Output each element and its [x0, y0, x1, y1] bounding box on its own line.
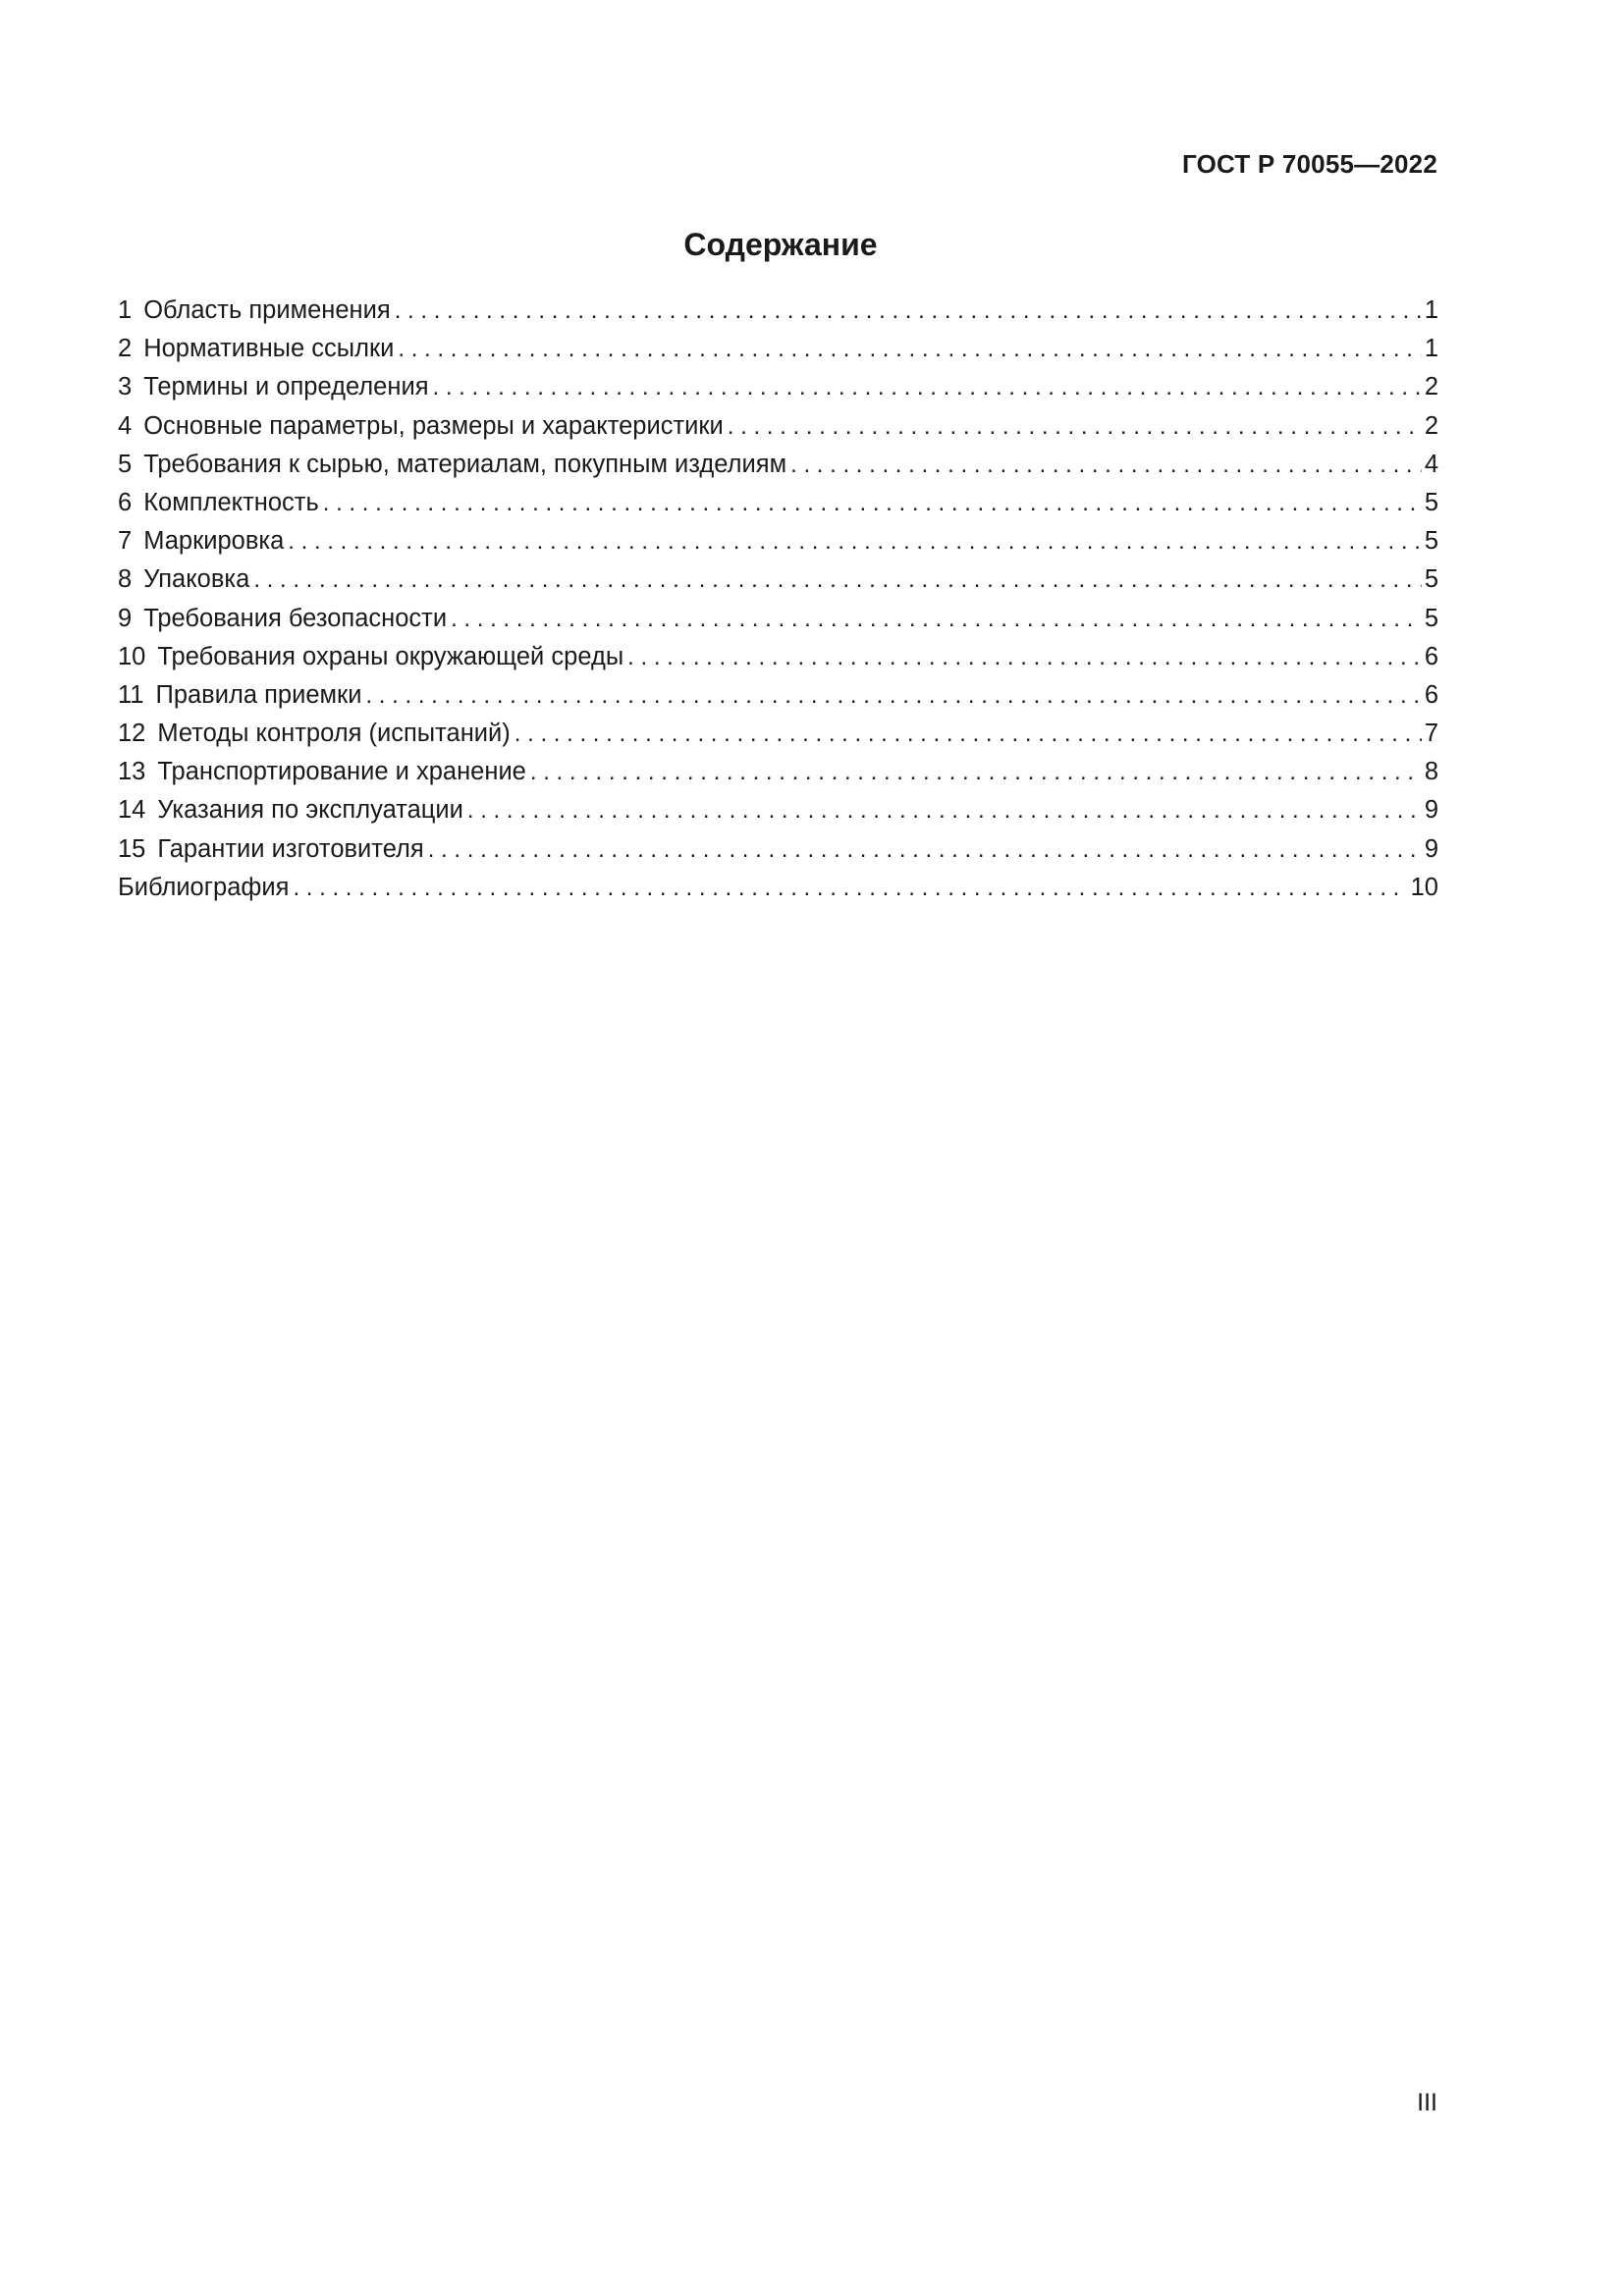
page-title: Содержание	[683, 227, 878, 262]
toc-entry-label	[118, 330, 398, 368]
toc-entry-page: 5	[1424, 488, 1438, 516]
dot-leader	[514, 715, 1422, 753]
toc-entry-test-methods[interactable]	[118, 715, 1438, 753]
toc-entry-label	[118, 600, 451, 638]
table-of-contents	[118, 292, 1438, 907]
toc-entry-terms[interactable]	[118, 368, 1438, 406]
toc-entry-title: Основные параметры, размеры и характеристики	[143, 411, 724, 440]
toc-entry-page: 2	[1424, 411, 1438, 440]
dot-leader	[451, 600, 1422, 638]
toc-entry-number: 5	[118, 450, 133, 478]
toc-entry-label	[118, 407, 728, 446]
toc-entry-title: Библиография	[118, 873, 290, 901]
toc-entry-transport[interactable]	[118, 753, 1438, 791]
toc-entry-title: Комплектность	[143, 488, 319, 516]
toc-entry-number: 7	[118, 527, 133, 556]
toc-entry-number: 12	[118, 720, 146, 748]
toc-entry-materials[interactable]	[118, 446, 1438, 484]
dot-leader	[790, 446, 1422, 484]
toc-entry-title: Требования к сырью, материалам, покупным изделиям	[143, 450, 787, 478]
toc-entry-label	[118, 561, 253, 599]
toc-entry-page: 5	[1424, 604, 1438, 632]
toc-entry-title: Требования безопасности	[143, 604, 448, 632]
toc-entry-title: Методы контроля (испытаний)	[157, 720, 511, 748]
dot-leader	[395, 292, 1422, 330]
toc-entry-page: 9	[1424, 834, 1438, 863]
toc-entry-title: Нормативные ссылки	[143, 335, 395, 363]
toc-entry-title: Гарантии изготовителя	[157, 834, 424, 863]
dot-leader	[323, 484, 1422, 522]
toc-entry-title: Маркировка	[143, 527, 285, 556]
toc-entry-warranty[interactable]	[118, 830, 1438, 869]
toc-entry-title: Термины и определения	[143, 373, 429, 401]
toc-entry-label	[118, 446, 790, 484]
dot-leader	[728, 407, 1422, 446]
toc-entry-acceptance[interactable]	[118, 676, 1438, 715]
toc-entry-number: 11	[118, 680, 144, 709]
toc-entry-page: 7	[1424, 720, 1438, 748]
toc-entry-title: Транспортирование и хранение	[157, 758, 526, 786]
toc-entry-label	[118, 638, 627, 676]
dot-leader	[398, 330, 1421, 368]
toc-entry-label	[118, 292, 395, 330]
toc-entry-scope[interactable]	[118, 292, 1438, 330]
toc-entry-operation[interactable]	[118, 791, 1438, 829]
toc-entry-label	[118, 791, 467, 829]
toc-entry-title: Область применения	[143, 296, 391, 324]
dot-leader	[365, 676, 1421, 715]
toc-entry-label	[118, 676, 365, 715]
toc-entry-page: 5	[1424, 527, 1438, 556]
toc-entry-number: 4	[118, 411, 133, 440]
toc-entry-page: 10	[1410, 873, 1438, 901]
dot-leader	[288, 522, 1422, 561]
toc-entry-page: 5	[1424, 565, 1438, 594]
toc-entry-title: Требования охраны окружающей среды	[157, 642, 624, 670]
toc-entry-page: 4	[1424, 450, 1438, 478]
toc-entry-label	[118, 522, 288, 561]
toc-entry-normative-references[interactable]	[118, 330, 1438, 368]
dot-leader	[467, 791, 1422, 829]
toc-entry-label	[118, 869, 293, 907]
toc-entry-safety[interactable]	[118, 600, 1438, 638]
toc-entry-bibliography[interactable]	[118, 869, 1438, 907]
toc-entry-label	[118, 484, 323, 522]
toc-entry-number: 6	[118, 488, 133, 516]
page-number: III	[1417, 2089, 1437, 2116]
toc-entry-packaging[interactable]	[118, 561, 1438, 599]
toc-entry-number: 2	[118, 335, 133, 363]
toc-entry-page: 6	[1424, 642, 1438, 670]
toc-entry-page: 9	[1424, 796, 1438, 825]
toc-entry-number: 15	[118, 834, 146, 863]
toc-entry-page: 8	[1424, 758, 1438, 786]
dot-leader	[428, 830, 1422, 869]
dot-leader	[433, 368, 1422, 406]
toc-entry-number: 10	[118, 642, 146, 670]
toc-entry-title: Упаковка	[143, 565, 250, 594]
toc-entry-number: 13	[118, 758, 146, 786]
toc-entry-label	[118, 368, 433, 406]
dot-leader	[530, 753, 1422, 791]
toc-entry-title: Правила приемки	[155, 680, 362, 709]
toc-entry-page: 6	[1424, 680, 1438, 709]
toc-entry-label	[118, 715, 514, 753]
toc-entry-number: 8	[118, 565, 133, 594]
toc-entry-parameters[interactable]	[118, 407, 1438, 446]
toc-entry-marking[interactable]	[118, 522, 1438, 561]
toc-entry-title: Указания по эксплуатации	[157, 796, 463, 825]
toc-entry-page: 2	[1424, 373, 1438, 401]
document-designation: ГОСТ Р 70055—2022	[1182, 149, 1437, 179]
toc-entry-label	[118, 830, 428, 869]
toc-entry-page: 1	[1424, 296, 1438, 324]
dot-leader	[627, 638, 1422, 676]
toc-entry-page: 1	[1424, 335, 1438, 363]
toc-entry-number: 3	[118, 373, 133, 401]
toc-entry-number: 9	[118, 604, 133, 632]
dot-leader	[293, 869, 1407, 907]
dot-leader	[253, 561, 1422, 599]
toc-entry-number: 1	[118, 296, 133, 324]
toc-entry-label	[118, 753, 530, 791]
toc-entry-number: 14	[118, 796, 146, 825]
toc-entry-environment[interactable]	[118, 638, 1438, 676]
toc-entry-completeness[interactable]	[118, 484, 1438, 522]
